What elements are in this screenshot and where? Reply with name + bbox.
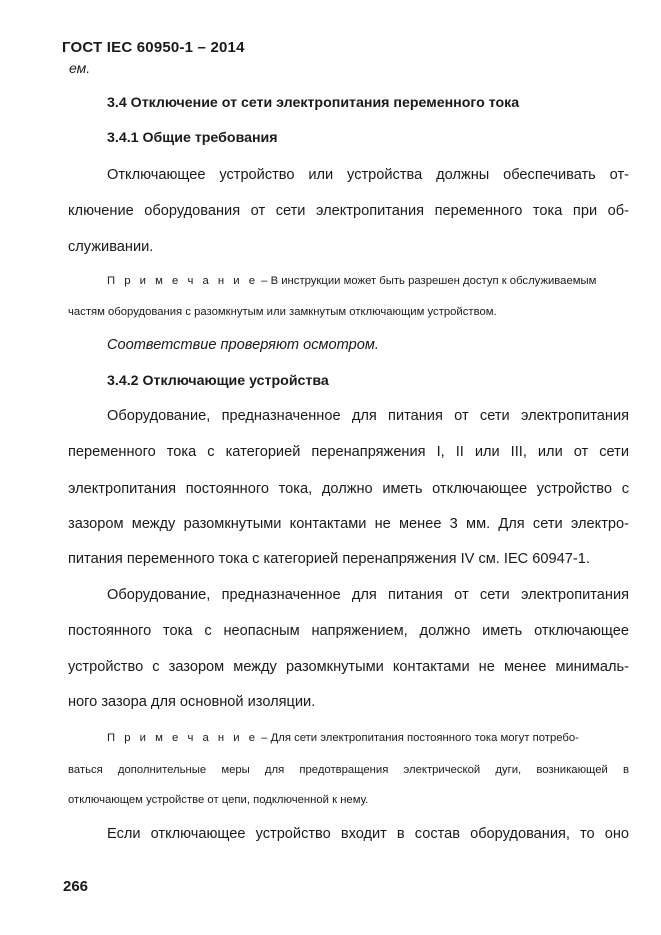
paragraph-line: Оборудование, предназначенное для питания от сети электропитания [107, 587, 629, 603]
section-heading-3-4-1: 3.4.1 Общие требования [107, 130, 278, 146]
paragraph-line: ного зазора для основной изоляции. [68, 694, 316, 710]
paragraph-line: электропитания постоянного тока, должно иметь отключающее устройство с [68, 481, 629, 497]
note-line [107, 732, 629, 744]
paragraph-line: Если отключающее устройство входит в состав оборудования, то оно [107, 826, 629, 842]
note-label: П р и м е ч а н и е [107, 275, 259, 287]
section-heading-3-4-2: 3.4.2 Отключающие устройства [107, 373, 329, 389]
document-header: ГОСТ IEC 60950-1 – 2014 [62, 39, 245, 56]
paragraph-line: ключение оборудования от сети электропитания переменного тока при об- [68, 203, 629, 219]
paragraph-line: переменного тока с категорией перенапряжения I, II или III, или от сети [68, 444, 629, 460]
note-line: отключающем устройстве от цепи, подключенной к нему. [68, 794, 369, 806]
note-label: П р и м е ч а н и е [107, 732, 259, 744]
note-line: частям оборудования с разомкнутым или замкнутым отключающим устройством. [68, 306, 497, 318]
paragraph-line: постоянного тока с неопасным напряжением, должно иметь отключающее [68, 623, 629, 639]
page-number: 266 [63, 878, 89, 895]
note-text: – В инструкции может быть разрешен доступ к обслуживаемым [258, 275, 597, 287]
note-line [107, 275, 629, 287]
paragraph-line: устройство с зазором между разомкнутыми контактами не менее минималь- [68, 659, 629, 675]
note-line: ваться дополнительные меры для предотвращения электрической дуги, возникающей в [68, 764, 629, 776]
paragraph-line: Отключающее устройство или устройства должны обеспечивать от- [107, 167, 629, 183]
paragraph-line: Оборудование, предназначенное для питания от сети электропитания [107, 408, 629, 424]
note-text: – Для сети электропитания постоянного тока могут потребо- [258, 732, 579, 744]
paragraph-line: зазором между разомкнутыми контактами не менее 3 мм. Для сети электро- [68, 516, 629, 532]
section-heading-3-4: 3.4 Отключение от сети электропитания переменного тока [107, 95, 520, 111]
compliance-statement: Соответствие проверяют осмотром. [107, 337, 379, 353]
paragraph-line: служивании. [68, 239, 154, 255]
paragraph-line: питания переменного тока с категорией перенапряжения IV см. IEC 60947-1. [68, 551, 590, 567]
continued-text-fragment: ем. [69, 60, 91, 76]
